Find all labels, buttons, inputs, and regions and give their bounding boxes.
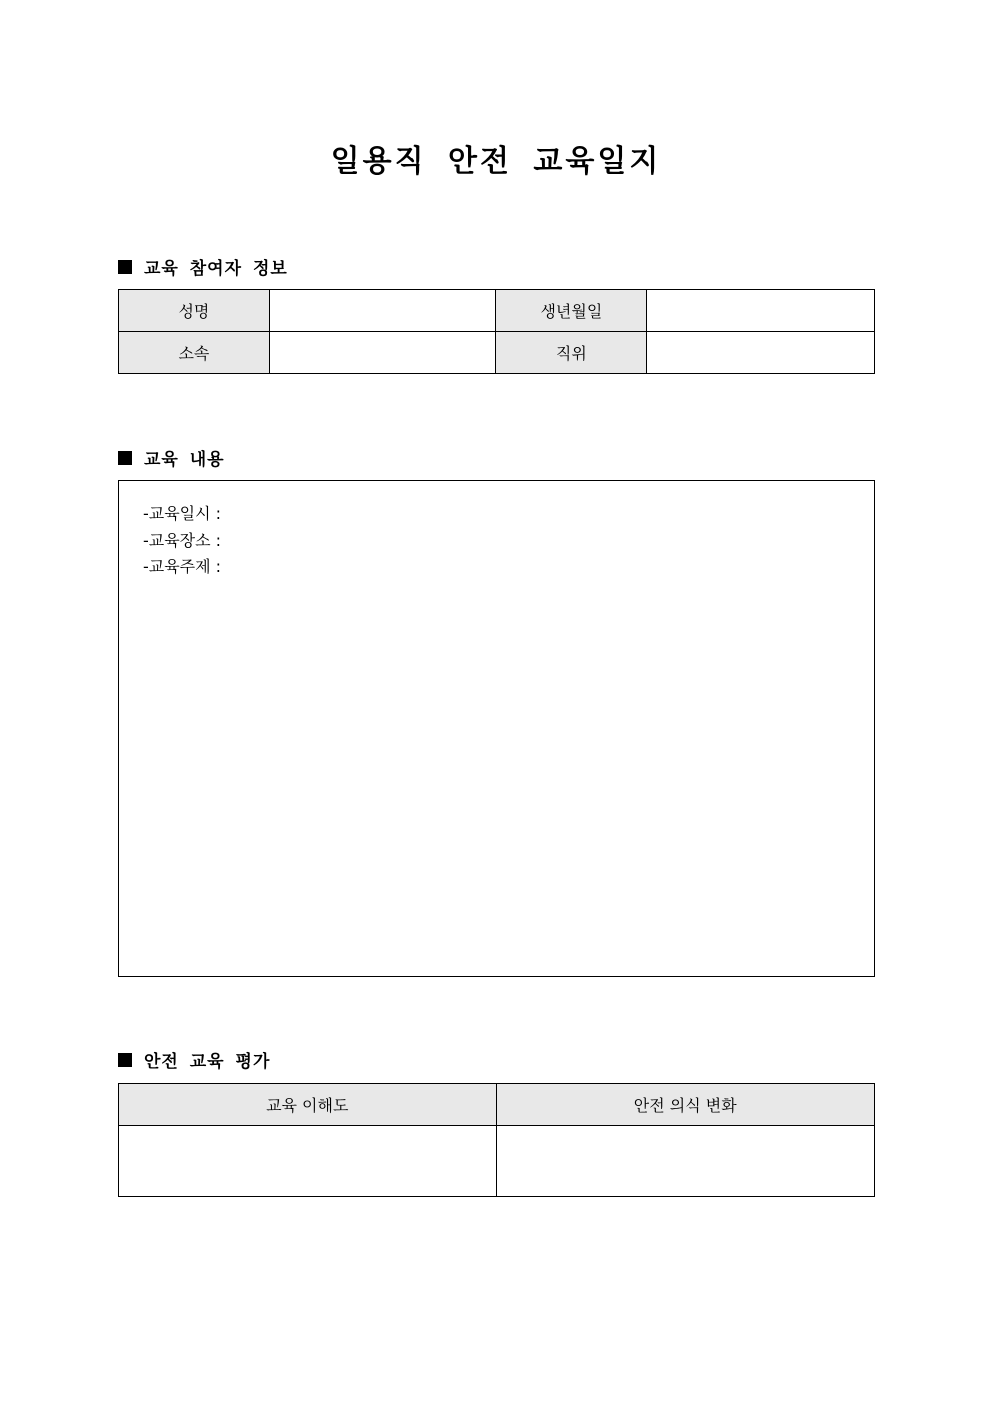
square-bullet-icon	[118, 260, 132, 274]
table-row	[119, 332, 875, 374]
document-title: 일용직 안전 교육일지	[330, 144, 662, 179]
name-label: 성명	[119, 290, 270, 332]
awareness-change-field[interactable]	[496, 1126, 875, 1197]
understanding-header: 교육 이해도	[119, 1084, 497, 1126]
position-field[interactable]	[647, 332, 875, 374]
understanding-field[interactable]	[119, 1126, 497, 1197]
affiliation-field[interactable]	[269, 332, 496, 374]
section-heading-evaluation	[118, 1047, 270, 1072]
table-header-row	[119, 1084, 875, 1126]
education-content-box[interactable]	[118, 480, 875, 977]
table-row	[119, 1126, 875, 1197]
section-heading-content	[118, 445, 225, 470]
birthdate-field[interactable]	[647, 290, 875, 332]
section-heading-label: 안전 교육 평가	[144, 1052, 271, 1072]
section-heading-label: 교육 내용	[144, 450, 225, 470]
education-place-line: -교육장소 :	[143, 530, 222, 550]
participant-info-table	[118, 289, 875, 374]
position-label: 직위	[496, 332, 647, 374]
education-topic-line: -교육주제 :	[143, 557, 222, 576]
evaluation-table	[118, 1083, 875, 1197]
square-bullet-icon	[118, 451, 132, 465]
section-heading-label: 교육 참여자 정보	[144, 259, 288, 279]
birthdate-label: 생년월일	[496, 290, 647, 332]
education-date-line: -교육일시 :	[143, 504, 222, 523]
square-bullet-icon	[118, 1053, 132, 1067]
name-field[interactable]	[269, 290, 496, 332]
table-row	[119, 290, 875, 332]
section-heading-participant	[118, 254, 288, 279]
awareness-change-header: 안전 의식 변화	[496, 1084, 875, 1126]
affiliation-label: 소속	[119, 332, 270, 374]
